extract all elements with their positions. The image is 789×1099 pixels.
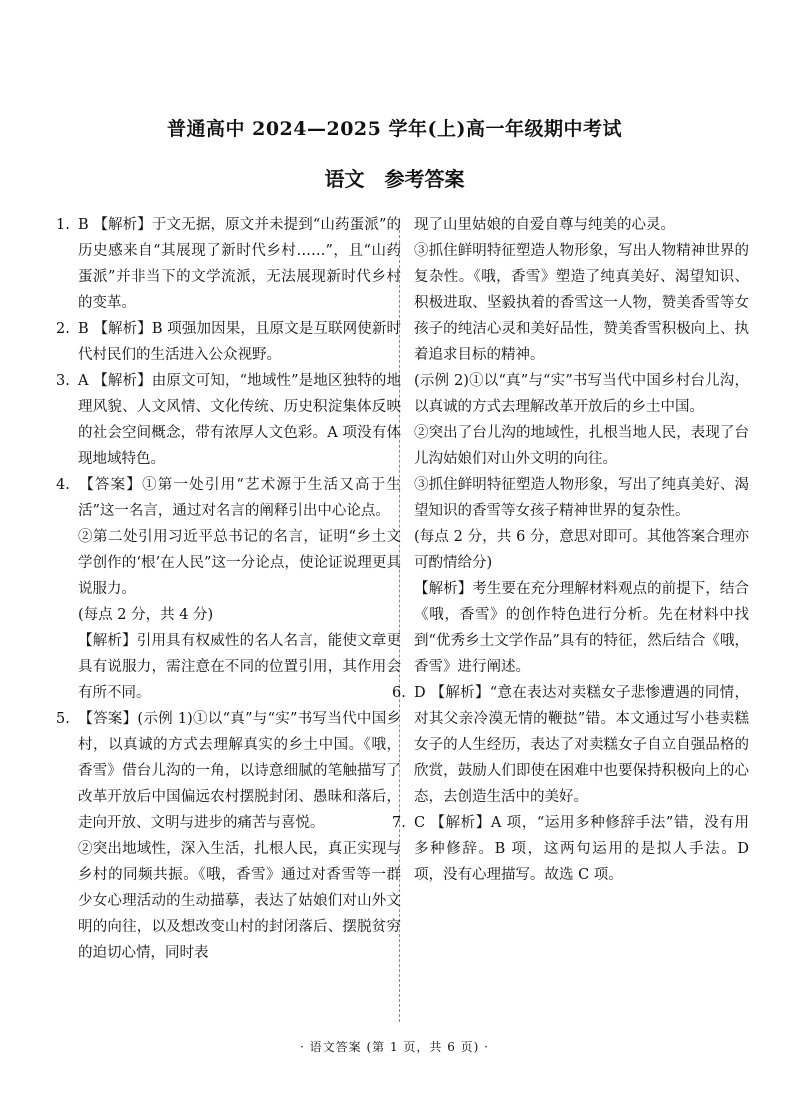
answer-7 xyxy=(392,810,749,888)
answer-text: C 【解析】A 项，“运用多种修辞手法”错，没有用多种修辞。B 项，这两句运用的是拟人手法。D 项，没有心理描写。故选 C 项。 xyxy=(414,815,749,883)
answer-1 xyxy=(56,212,401,316)
answer-text: B 【解析】于文无据，原文并未提到“山药蛋派”的历史感来自“其展现了新时代乡村……”，且“山药蛋派”并非当下的文学流派，无法展现新时代乡村的变革。 xyxy=(78,217,401,311)
page-footer: · 语文答案 (第 1 页，共 6 页) · xyxy=(300,1040,489,1054)
answer-6 xyxy=(392,680,749,810)
answer-key-subtitle: 语文 参考答案 xyxy=(324,167,465,191)
answer-text: 【答案】①第一处引用“艺术源于生活又高于生活”这一名言，通过对名言的阐释引出中心论点。 xyxy=(78,477,401,519)
question-number: 2. xyxy=(56,321,70,337)
answer-5 xyxy=(56,706,401,836)
answer-4-point-2: ②第二处引用习近平总书记的名言，证明“乡土文学创作的‘根’在人民”这一分论点，使论证说理更具说服力。 xyxy=(78,529,401,597)
answer-4-analysis: 【解析】引用具有权威性的名人名言，能使文章更具有说服力，需注意在不同的位置引用，其作用会有所不同。 xyxy=(78,633,401,701)
question-number: 4. xyxy=(56,477,70,493)
answer-5-example-2-point-2: ②突出了台儿沟的地域性，扎根当地人民，表现了台儿沟姑娘们对山外文明的向往。 xyxy=(414,425,749,467)
question-number: 7. xyxy=(392,815,406,831)
answer-text: B 【解析】B 项强加因果，且原文是互联网使新时代村民们的生活进入公众视野。 xyxy=(78,321,401,363)
answer-5-analysis: 【解析】考生要在充分理解材料观点的前提下，结合《哦，香雪》的创作特色进行分析。先在材料中找到“优秀乡土文学作品”具有的特征，然后结合《哦，香雪》进行阐述。 xyxy=(414,581,749,675)
answer-4 xyxy=(56,472,401,524)
answer-4-score: (每点 2 分，共 4 分) xyxy=(78,607,214,623)
right-column xyxy=(392,212,749,888)
answer-5-example-2: (示例 2)①以“真”与“实”书写当代中国乡村台儿沟，以真诚的方式去理解改革开放后的乡土中国。 xyxy=(414,373,749,415)
question-number: 5. xyxy=(56,711,70,727)
answer-2 xyxy=(56,316,401,368)
question-number: 3. xyxy=(56,373,70,389)
question-number: 6. xyxy=(392,685,406,701)
answer-5-continued: 现了山里姑娘的自爱自尊与纯美的心灵。 xyxy=(414,217,675,233)
answer-5-example-2-point-3: ③抓住鲜明特征塑造人物形象，写出了纯真美好、渴望知识的香雪等女孩子精神世界的复杂性。 xyxy=(414,477,749,519)
exam-title: 普通高中 2024—2025 学年(上)高一年级期中考试 xyxy=(167,118,622,140)
left-column xyxy=(56,212,401,966)
answer-text: A 【解析】由原文可知，“地域性”是地区独特的地理风貌、人文风情、文化传统、历史积淀集体反映的社会空间概念，带有浓厚人文色彩。A 项没有体现地域特色。 xyxy=(78,373,401,467)
answer-5-point-2: ②突出地域性，深入生活，扎根人民，真正实现与乡村的同频共振。《哦，香雪》通过对香雪等一群少女心理活动的生动描摹，表达了姑娘们对山外文明的向往，以及想改变山村的封闭落后、摆脱贫穷的迫切心情，同时表 xyxy=(78,841,401,961)
answer-3 xyxy=(56,368,401,472)
answer-text: 【答案】(示例 1)①以“真”与“实”书写当代中国乡村，以真诚的方式去理解真实的乡土中国。《哦，香雪》借台儿沟的一角，以诗意细腻的笔触描写了改革开放后中国偏远农村摆脱封闭、愚昧和落后，走向开放、文明与进步的痛苦与喜悦。 xyxy=(78,711,401,831)
answer-5-point-3: ③抓住鲜明特征塑造人物形象，写出人物精神世界的复杂性。《哦，香雪》塑造了纯真美好、渴望知识、积极进取、坚毅执着的香雪这一人物，赞美香雪等女孩子的纯洁心灵和美好品性，赞美香雪积极向上、执着追求目标的精神。 xyxy=(414,243,749,363)
question-number: 1. xyxy=(56,217,70,233)
answer-5-score: (每点 2 分，共 6 分，意思对即可。其他答案合理亦可酌情给分) xyxy=(414,529,749,571)
answer-text: D 【解析】“意在表达对卖糕女子悲惨遭遇的同情，对其父亲冷漠无情的鞭挞”错。本文通过写小巷卖糕女子的人生经历，表达了对卖糕女子自立自强品格的欣赏，鼓励人们即使在困难中也要保持积极向上的心态，去创造生活中的美好。 xyxy=(414,685,749,805)
